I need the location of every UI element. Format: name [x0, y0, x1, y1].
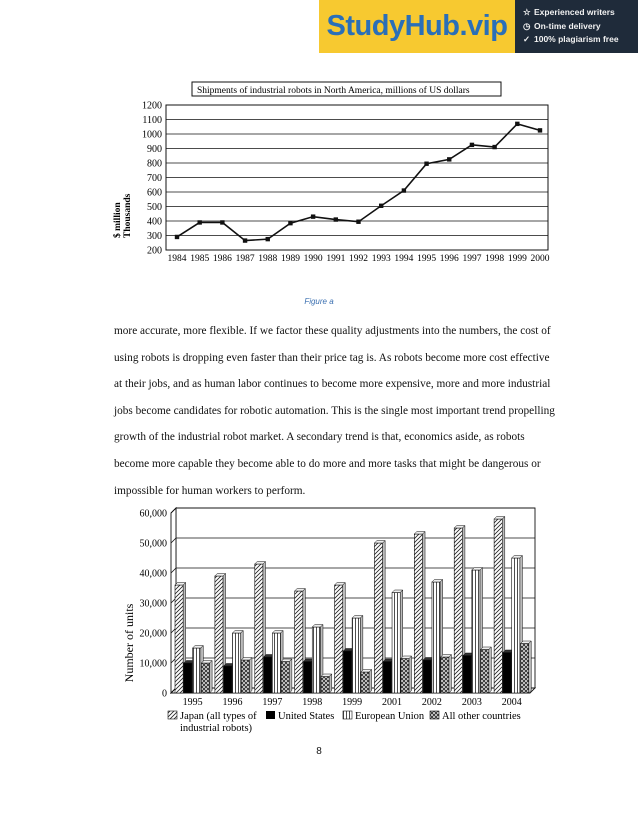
line-chart-shipments — [0, 70, 638, 270]
x-tick-label: 1991 — [326, 254, 346, 264]
x-tick-label: 1999 — [342, 697, 363, 708]
paragraph-line: growth of the industrial robot market. A secondary trend is that, economics aside, as robots — [114, 431, 525, 444]
x-tick-label: 1994 — [394, 254, 414, 264]
x-tick-label: 2002 — [421, 697, 442, 708]
data-point — [492, 145, 496, 149]
bar-european-union-face — [272, 633, 280, 693]
x-tick-label: 1988 — [258, 254, 278, 264]
bar-united-states-face — [423, 660, 431, 693]
x-tick-label: 1987 — [235, 254, 255, 264]
y-tick-label: 10,000 — [139, 658, 167, 670]
bar-united-states-face — [303, 662, 311, 694]
bar-other-countries — [321, 674, 332, 693]
legend-label-japan: Japan (all types of — [180, 711, 257, 722]
bar-japan-face — [215, 576, 223, 693]
x-tick-label: 1995 — [417, 254, 437, 264]
bar-united-states-face — [264, 657, 272, 693]
y-tick-label: 200 — [147, 245, 162, 257]
y-tick-label: 700 — [147, 173, 162, 184]
legend-swatch-us — [266, 711, 275, 719]
bar-united-states-face — [383, 662, 391, 694]
bar-other-countries-face — [241, 660, 249, 693]
x-tick-label: 1985 — [190, 254, 210, 264]
bar-japan-face — [494, 519, 502, 693]
x-tick-label: 1993 — [371, 254, 391, 264]
bar-european-union-face — [512, 558, 520, 693]
legend-swatch-other — [430, 711, 439, 719]
data-point — [515, 122, 519, 126]
bar-other-countries — [241, 658, 252, 694]
bar-other-countries — [521, 641, 532, 693]
bar-other-countries-side — [449, 655, 452, 694]
data-point — [243, 238, 247, 242]
y-tick-label: 800 — [147, 158, 162, 170]
bar-united-states-face — [224, 666, 232, 693]
star-icon: ☆ — [523, 7, 531, 17]
x-tick-label: 1995 — [182, 697, 203, 708]
page-number: 8 — [316, 746, 322, 757]
bar-other-countries-face — [321, 677, 329, 694]
bar-other-countries-face — [361, 672, 369, 693]
bar-european-union-face — [352, 618, 360, 693]
bar-other-countries-face — [281, 662, 289, 694]
perks-list — [523, 6, 619, 47]
paragraph-line: become more capable they become able to do more and more tasks that might be dangerous or — [114, 457, 541, 470]
bar-other-countries-side — [249, 658, 252, 694]
bar-united-states-face — [463, 656, 471, 694]
y-tick-label: 1100 — [142, 115, 162, 126]
x-tick-label: 1998 — [302, 697, 323, 708]
y-tick-label: 400 — [147, 216, 162, 228]
bar-united-states-face — [343, 651, 351, 693]
y-tick-label: 40,000 — [139, 568, 167, 580]
bar-japan-face — [175, 585, 183, 693]
bar-other-countries-face — [441, 657, 449, 693]
y-axis-label: Number of units — [122, 603, 136, 683]
y-tick-label: 50,000 — [139, 538, 167, 550]
data-point — [538, 128, 542, 132]
bar-other-countries-side — [409, 656, 412, 693]
x-tick-label: 1997 — [462, 254, 482, 264]
bar-other-countries-side — [289, 659, 292, 693]
bar-other-countries — [361, 670, 372, 694]
x-tick-label: 1996 — [439, 254, 459, 264]
x-tick-label: 2003 — [461, 697, 482, 708]
legend-label-eu: European Union — [355, 711, 425, 722]
bar-other-countries — [441, 655, 452, 694]
data-point — [424, 162, 428, 166]
data-point — [470, 143, 474, 147]
bar-other-countries-side — [529, 641, 532, 693]
y-tick-label: 900 — [147, 144, 162, 155]
bar-japan-face — [335, 585, 343, 693]
legend-label-us: United States — [278, 711, 335, 722]
bar-chart-robot-units — [0, 505, 638, 740]
x-tick-label: 1990 — [303, 254, 323, 264]
y-tick-label: 30,000 — [139, 598, 167, 610]
bar-other-countries-side — [369, 670, 372, 694]
x-tick-label: 1989 — [280, 254, 300, 264]
body-paragraph — [114, 318, 554, 504]
y-tick-label: 600 — [147, 187, 162, 199]
bar-european-union-face — [472, 570, 480, 693]
bar-japan-face — [255, 564, 263, 693]
chart-title: Shipments of industrial robots in North America, millions of US dollars — [197, 86, 470, 96]
bar-other-countries-side — [210, 661, 213, 694]
bar-united-states-face — [184, 663, 192, 693]
bar-japan-face — [374, 543, 382, 693]
y-tick-label: 60,000 — [139, 508, 167, 520]
legend-swatch-japan — [168, 711, 177, 719]
perk-item: ◷ On-time delivery — [523, 20, 619, 34]
clock-icon: ◷ — [523, 20, 531, 31]
x-tick-label: 2000 — [530, 254, 550, 264]
x-tick-label: 1984 — [167, 254, 187, 264]
data-point — [356, 220, 360, 224]
y-tick-label: 20,000 — [139, 628, 167, 640]
x-tick-label: 1996 — [222, 697, 243, 708]
bar-other-countries-face — [201, 663, 209, 693]
bar-other-countries-side — [489, 647, 492, 693]
bar-european-union-face — [232, 633, 240, 693]
figure-caption: Figure a — [304, 297, 334, 306]
legend-label-other: All other countries — [442, 711, 521, 722]
bar-japan-face — [295, 591, 303, 693]
x-tick-label: 1997 — [262, 697, 283, 708]
bar-japan-face — [414, 534, 422, 693]
data-point — [379, 204, 383, 208]
bar-other-countries — [481, 647, 492, 693]
data-point — [288, 221, 292, 225]
data-point — [175, 235, 179, 239]
y-tick-label: 0 — [162, 688, 167, 700]
x-tick-label: 1986 — [212, 254, 232, 264]
y-tick-label: 300 — [147, 231, 162, 242]
y-tick-label: 1200 — [142, 100, 162, 112]
bar-european-union-face — [432, 582, 440, 693]
bar-european-union-face — [312, 627, 320, 693]
perk-item: ☆ Experienced writers — [523, 6, 619, 20]
paragraph-line: using robots is dropping even faster than their price tag is. As robots become more cost effective — [114, 351, 550, 364]
x-tick-label: 1992 — [349, 254, 368, 264]
data-point — [447, 157, 451, 161]
bar-united-states-face — [503, 653, 511, 694]
legend-swatch-eu — [343, 711, 352, 719]
data-point — [334, 217, 338, 221]
bar-other-countries-face — [481, 650, 489, 694]
x-tick-label: 1998 — [485, 254, 505, 264]
y-axis-label-line2: Thousands — [123, 193, 133, 238]
paragraph-line: impossible for human workers to perform. — [114, 484, 306, 497]
bar-other-countries-side — [329, 674, 332, 693]
bar-other-countries-face — [401, 659, 409, 694]
bar-other-countries-face — [521, 644, 529, 694]
y-tick-label: 1000 — [142, 129, 162, 141]
paragraph-line: more accurate, more flexible. If we factor these quality adjustments into the numbers, the cost of — [114, 325, 551, 337]
legend — [168, 711, 521, 734]
bar-other-countries — [281, 659, 292, 693]
data-point — [402, 188, 406, 192]
paragraph-line: at their jobs, and as human labor continues to become more expensive, more and more industrial — [114, 378, 551, 391]
x-tick-label: 2001 — [382, 697, 403, 708]
bar-japan-face — [454, 528, 462, 693]
y-axis-label-line1: $ million — [113, 202, 123, 238]
bar-other-countries — [401, 656, 412, 693]
data-point — [220, 220, 224, 224]
y-tick-label: 500 — [147, 202, 162, 213]
data-point — [197, 220, 201, 224]
x-tick-label: 2004 — [501, 697, 522, 708]
bar-european-union-face — [193, 648, 201, 693]
x-tick-label: 1999 — [507, 254, 527, 264]
data-point — [266, 237, 270, 241]
legend-label-japan-line2: industrial robots) — [180, 723, 253, 734]
perk-item: ✓ 100% plagiarism free — [523, 33, 619, 47]
studyhub-banner[interactable] — [319, 0, 638, 53]
check-icon: ✓ — [523, 34, 531, 44]
paragraph-line: jobs become candidates for robotic automation. This is the single most important trend propelling — [114, 404, 555, 417]
data-point — [311, 214, 315, 218]
bar-european-union-face — [392, 593, 400, 694]
bar-other-countries — [201, 661, 212, 694]
brand-logo[interactable]: StudyHub.vip — [319, 0, 515, 53]
